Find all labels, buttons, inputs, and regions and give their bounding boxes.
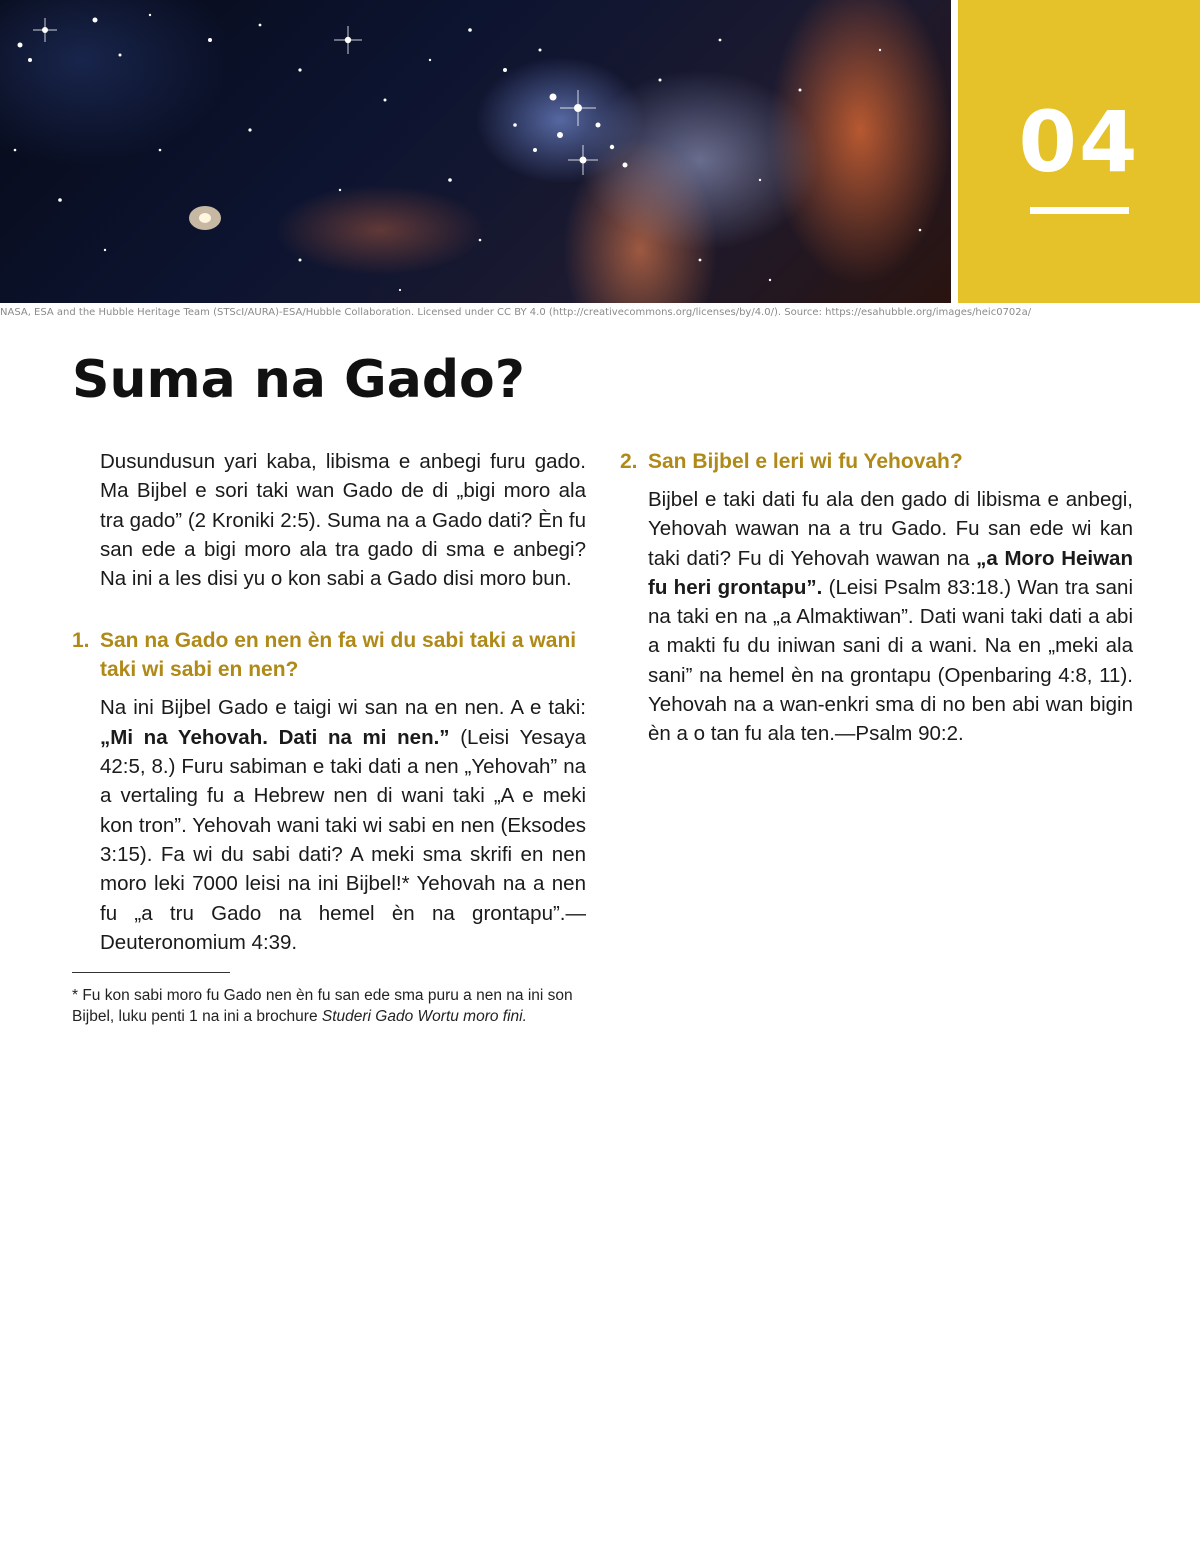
question-1-number: 1. — [72, 629, 90, 653]
footnote — [72, 985, 586, 1027]
starfield — [0, 0, 951, 303]
footnote-divider — [72, 972, 230, 973]
answer-1-text-a: Na ini Bijbel Gado e taigi wi san na en nen. A e taki: — [100, 696, 586, 720]
chapter-underline — [1030, 207, 1129, 214]
answer-2-quote: „a Moro Heiwan fu heri grontapu”. — [648, 546, 1133, 599]
answer-1-text-b: (Leisi Yesaya 42:5, 8.) Furu sabiman e taki dati a nen „Yehovah” na a vertaling fu a Hebrew nen di wani taki „A e meki kon tron”. Yehovah wani taki wi sabi en nen (Eksodes 3:15). Fa wi du sabi dati? A meki sma skrifi en nen moro leki 7000 leisi na ini Bijbel!* Yehovah na a nen fu „a tru Gado na hemel èn na grontapu”.—Deuteronomium 4:39. — [100, 725, 586, 954]
image-credit: NASA, ESA and the Hubble Heritage Team (STScI/AURA)-ESA/Hubble Collaboration. Licensed under CC BY 4.0 (http://creativecommons.org/licenses/by/4.0/). Source: https://esahubble.org/images/heic0702a/ — [0, 307, 1032, 318]
question-2-heading — [620, 447, 1133, 476]
answer-2-text-a: Bijbel e taki dati fu ala den gado di libisma e anbegi, Yehovah wawan na a tru Gado. Fu san ede wi kan taki dati? Fu di Yehovah wawan na — [648, 488, 1133, 570]
footnote-text: * Fu kon sabi moro fu Gado nen èn fu san ede sma puru a nen na ini son Bijbel, luku penti 1 na ini a brochure — [72, 987, 573, 1026]
question-1-heading — [72, 626, 586, 684]
answer-2-paragraph — [648, 485, 1133, 749]
answer-2-text-b: (Leisi Psalm 83:18.) Wan tra sani na taki en na „a Almaktiwan”. Dati wani taki dati a abi a makti fu du iniwan sani di a wani. Na en „meki ala sani” na hemel èn na grontapu (Openbaring 4:8, 11). Yehovah na a wan-enkri sma di no ben abi wan bigin èn a o tan fu ala ten.—Psalm 90:2. — [648, 575, 1133, 746]
question-1-text: San na Gado en nen èn fa wi du sabi taki a wani taki wi sabi en nen? — [100, 629, 577, 682]
chapter-number: 04 — [1018, 93, 1140, 191]
left-column — [72, 447, 586, 1027]
question-2-number: 2. — [620, 450, 638, 473]
page-title: Suma na Gado? — [72, 350, 525, 410]
answer-1-paragraph — [100, 693, 586, 957]
nebula-photo — [0, 0, 951, 303]
right-column — [620, 447, 1133, 749]
intro-paragraph: Dusundusun yari kaba, libisma e anbegi furu gado. Ma Bijbel e sori taki wan Gado de di „bigi moro ala tra gado” (2 Kroniki 2:5). Suma na a Gado dati? Èn fu san ede a bigi moro ala tra gado di sma e anbegi? Na ini a les disi yu o kon sabi a Gado disi moro bun. — [100, 450, 586, 591]
footnote-brochure-title: Studeri Gado Wortu moro fini. — [321, 1008, 527, 1026]
answer-1-quote: „Mi na Yehovah. Dati na mi nen.” — [100, 725, 450, 749]
question-2-text: San Bijbel e leri wi fu Yehovah? — [648, 450, 963, 473]
chapter-badge — [958, 0, 1200, 303]
